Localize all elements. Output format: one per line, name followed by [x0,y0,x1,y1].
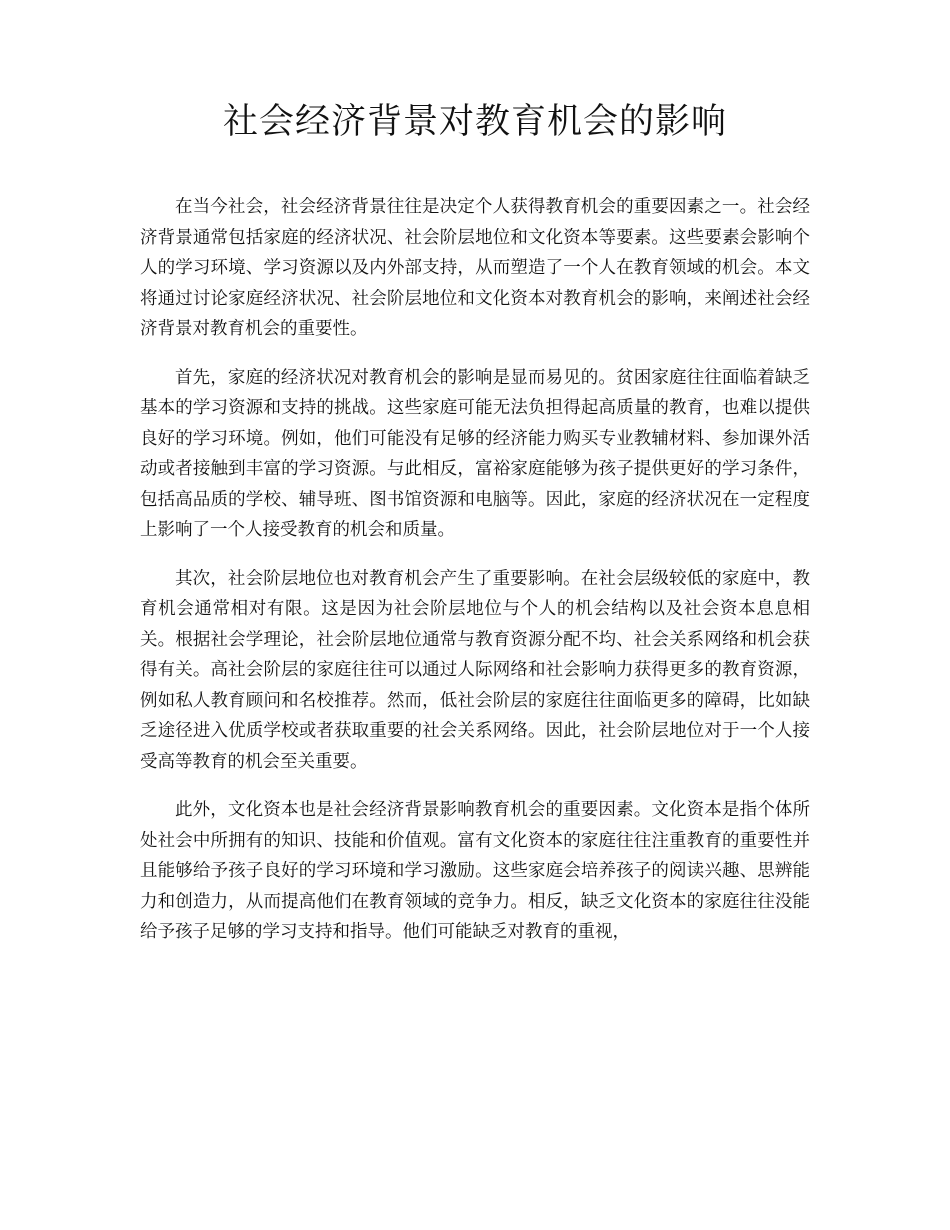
paragraph-2: 首先，家庭的经济状况对教育机会的影响是显而易见的。贫困家庭往往面临着缺乏基本的学习资源和支持的挑战。这些家庭可能无法负担得起高质量的教育，也难以提供良好的学习环境。例如，他们可能没有足够的经济能力购买专业教辅材料、参加课外活动或者接触到丰富的学习资源。与此相反，富裕家庭能够为孩子提供更好的学习条件，包括高品质的学校、辅导班、图书馆资源和电脑等。因此，家庭的经济状况在一定程度上影响了一个人接受教育的机会和质量。 [140,367,810,540]
paragraph-3: 其次，社会阶层地位也对教育机会产生了重要影响。在社会层级较低的家庭中，教育机会通常相对有限。这是因为社会阶层地位与个人的机会结构以及社会资本息息相关。根据社会学理论，社会阶层地位通常与教育资源分配不均、社会关系网络和机会获得有关。高社会阶层的家庭往往可以通过人际网络和社会影响力获得更多的教育资源，例如私人教育顾问和名校推荐。然而，低社会阶层的家庭往往面临更多的障碍，比如缺乏途径进入优质学校或者获取重要的社会关系网络。因此，社会阶层地位对于一个人接受高等教育的机会至关重要。 [140,568,810,772]
paragraph-4: 此外，文化资本也是社会经济背景影响教育机会的重要因素。文化资本是指个体所处社会中所拥有的知识、技能和价值观。富有文化资本的家庭往往注重教育的重要性并且能够给予孩子良好的学习环境和学习激励。这些家庭会培养孩子的阅读兴趣、思辨能力和创造力，从而提高他们在教育领域的竞争力。相反，缺乏文化资本的家庭往往没能给予孩子足够的学习支持和指导。他们可能缺乏对教育的重视， [140,800,810,942]
document-body [140,192,810,948]
paragraph-1: 在当今社会，社会经济背景往往是决定个人获得教育机会的重要因素之一。社会经济背景通常包括家庭的经济状况、社会阶层地位和文化资本等要素。这些要素会影响个人的学习环境、学习资源以及内外部支持，从而塑造了一个人在教育领域的机会。本文将通过讨论家庭经济状况、社会阶层地位和文化资本对教育机会的影响，来阐述社会经济背景对教育机会的重要性。 [140,197,810,339]
document-title: 社会经济背景对教育机会的影响 [222,102,727,142]
